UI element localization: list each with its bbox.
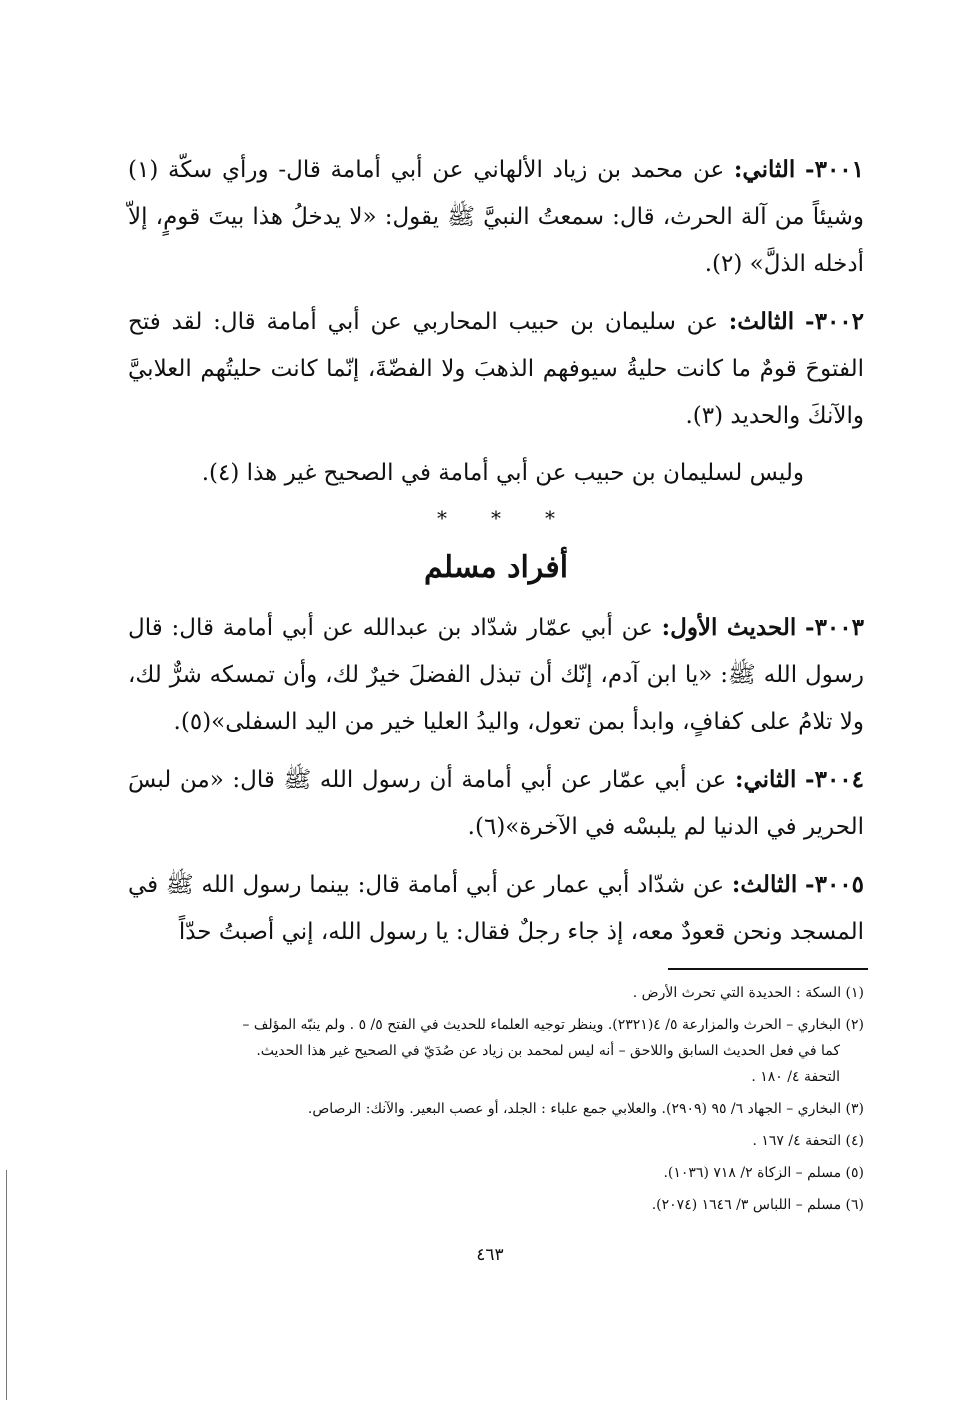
star-icon: * [437,506,447,530]
footnotes [128,980,864,1224]
footnote [128,980,864,1006]
footnote-text: (٤) التحفة ٤/ ١٦٧ . [752,1133,864,1149]
hadith-number: ٣٠٠٣- [805,614,864,641]
footnote-text: (٦) مسلم – اللباس ٣/ ١٦٤٦ (٢٠٧٤). [651,1197,864,1213]
hadith-paragraph [128,450,864,497]
footnote [128,1192,864,1218]
footnote [128,1160,864,1186]
hadith-paragraph [128,298,864,440]
hadith-paragraph [128,756,864,851]
hadith-number: ٣٠٠٢- [805,308,865,335]
top-text-block [128,146,864,507]
footnote-text: (١) السكة : الحديدة التي تحرث الأرض . [632,985,864,1001]
section-title: أفراد مسلم [423,550,569,585]
footnote-separator [668,968,868,970]
hadith-text: عن محمد بن زياد الألهاني عن أبي أمامة قال- ورأي سكّة (١) وشيئاً من آلة الحرث، قال: سمعتُ النبيَّ ﷺ يقول: «لا يدخلُ هذا بيتَ قومٍ، إلاّ أدخله الذلَّ» (٢). [128,157,864,277]
hadith-number: ٣٠٠١- [805,156,865,183]
star-icon: * [545,506,555,530]
footnote-text: (٥) مسلم – الزكاة ٢/ ٧١٨ (١٠٣٦). [663,1165,864,1181]
bottom-text-block [128,604,864,966]
hadith-text: عن أبي عمّار عن أبي أمامة أن رسول الله ﷺ قال: «من لبسَ الحرير في الدنيا لم يلبسْه في الآخرة»(٦). [128,767,864,840]
footnote [128,1096,864,1122]
hadith-lead: الثاني: [733,156,796,183]
hadith-lead: الحديث الأول: [661,614,797,641]
star-icon: * [491,506,501,530]
hadith-lead: الثالث: [731,871,798,898]
hadith-text: عن أبي عمّار شدّاد بن عبدالله عن أبي أمامة قال: قال رسول الله ﷺ: «يا ابن آدم، إنّك أن تبذل الفضلَ خيرٌ لك، وأن تمسكه شرٌّ لك، ولا تلامُ على كفافٍ، وابدأ بمن تعول، واليدُ العليا خير من اليد السفلى»(٥). [128,615,864,735]
hadith-text: وليس لسليمان بن حبيب عن أبي أمامة في الصحيح غير هذا (٤). [201,460,804,486]
section-divider-stars [128,506,864,530]
hadith-paragraph [128,146,864,288]
hadith-number: ٣٠٠٥- [805,871,865,898]
hadith-lead: الثالث: [728,308,795,335]
footnote-continuation: كما في فعل الحديث السابق واللاحق – أنه ليس لمحمد بن زياد عن صُدَيّ في الصحيح غير هذا الحديث. [256,1043,840,1059]
hadith-lead: الثاني: [735,766,797,793]
hadith-text: عن سليمان بن حبيب المحاربي عن أبي أمامة قال: لقد فتح الفتوحَ قومٌ ما كانت حليةُ سيوفهم الذهبَ ولا الفضّةَ، إنّما كانت حليتُهم العلابيَّ والآنكَ والحديد (٣). [128,309,864,429]
page-number: ٤٦٣ [476,1245,504,1265]
footnote [128,1128,864,1154]
hadith-paragraph [128,861,864,956]
scan-margin-line [6,1170,7,1400]
hadith-text: عن شدّاد أبي عمار عن أبي أمامة قال: بينما رسول الله ﷺ في المسجد ونحن قعودٌ معه، إذ جاء رجلٌ فقال: يا رسول الله، إني أصبتُ حدّاً [128,872,864,945]
footnote-text: (٣) البخاري – الجهاد ٦/ ٩٥ (٢٩٠٩). والعلابي جمع علباء : الجلد، أو عصب البعير. والآنك: الرصاص. [307,1101,864,1117]
footnote-continuation: التحفة ٤/ ١٨٠ . [751,1069,840,1085]
hadith-number: ٣٠٠٤- [805,766,865,793]
footnote [128,1012,864,1090]
footnote-text: (٢) البخاري – الحرث والمزارعة ٥/ ٤(٢٣٢١). وينظر توجيه العلماء للحديث في الفتح ٥/ ٥ . ولم ينبّه المؤلف – [242,1017,864,1033]
hadith-paragraph [128,604,864,746]
